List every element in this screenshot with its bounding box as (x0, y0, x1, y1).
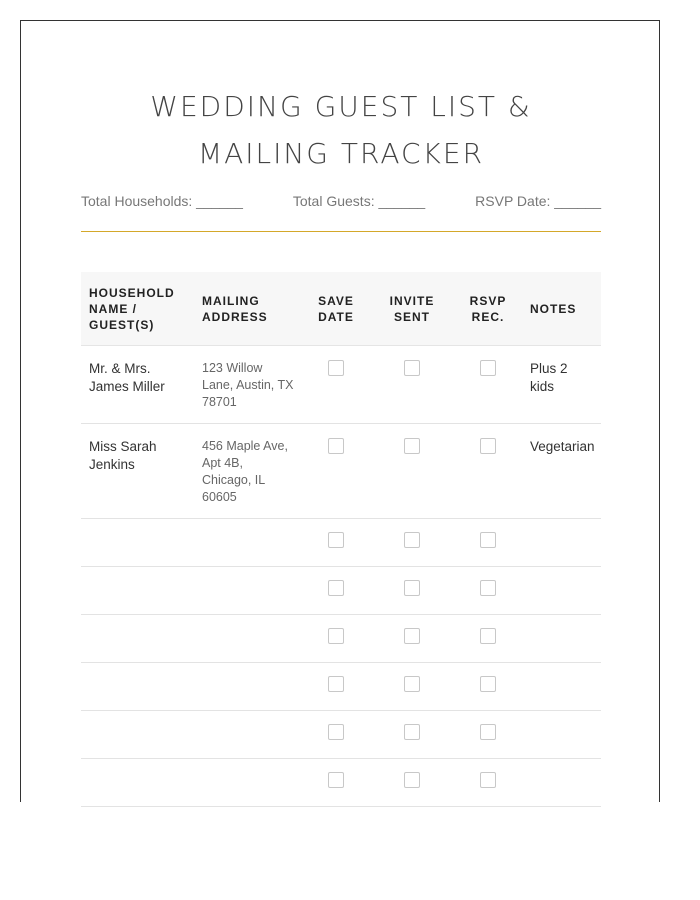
table-row-empty (81, 663, 601, 711)
save-date-checkbox[interactable] (328, 438, 344, 454)
rsvp-received-checkbox[interactable] (480, 724, 496, 740)
household-name-cell[interactable] (81, 711, 194, 759)
save-date-checkbox[interactable] (328, 676, 344, 692)
invite-sent-checkbox[interactable] (404, 438, 420, 454)
household-name: Miss Sarah Jenkins (81, 424, 194, 519)
save-date-checkbox[interactable] (328, 580, 344, 596)
invite-sent-checkbox[interactable] (404, 676, 420, 692)
header-household: HOUSEHOLD NAME / GUEST(S) (81, 272, 194, 346)
invite-sent-checkbox[interactable] (404, 532, 420, 548)
table-row-empty (81, 519, 601, 567)
table-row (81, 424, 601, 519)
rsvp-received-checkbox[interactable] (480, 438, 496, 454)
divider (81, 231, 601, 232)
mailing-address-cell[interactable] (194, 759, 302, 807)
page-title: WEDDING GUEST LIST & MAILING TRACKER (150, 90, 532, 170)
household-name-cell[interactable] (81, 567, 194, 615)
rsvp-received-checkbox[interactable] (480, 676, 496, 692)
mailing-address-cell[interactable] (194, 567, 302, 615)
mailing-address-cell[interactable] (194, 615, 302, 663)
rsvp-received-checkbox[interactable] (480, 532, 496, 548)
save-date-checkbox[interactable] (328, 360, 344, 376)
table-row-empty (81, 615, 601, 663)
invite-sent-checkbox[interactable] (404, 360, 420, 376)
header-rsvp-rec: RSVP REC. (454, 272, 522, 346)
total-guests-field[interactable]: Total Guests: ______ (292, 193, 426, 209)
household-name-cell[interactable] (81, 759, 194, 807)
rsvp-received-checkbox[interactable] (480, 580, 496, 596)
invite-sent-checkbox[interactable] (404, 628, 420, 644)
table-row-empty (81, 759, 601, 807)
notes: Vegetarian (522, 424, 601, 519)
notes-cell[interactable] (522, 519, 601, 567)
rsvp-received-checkbox[interactable] (480, 628, 496, 644)
notes-cell[interactable] (522, 711, 601, 759)
rsvp-received-checkbox[interactable] (480, 772, 496, 788)
table-row-empty (81, 567, 601, 615)
table-header-row (81, 272, 601, 346)
notes-cell[interactable] (522, 663, 601, 711)
save-date-checkbox[interactable] (328, 628, 344, 644)
save-date-checkbox[interactable] (328, 772, 344, 788)
header-notes: NOTES (522, 272, 601, 346)
mailing-address-cell[interactable] (194, 519, 302, 567)
guest-table (81, 272, 601, 807)
document-page (20, 20, 660, 802)
header-mailing-address: MAILING ADDRESS (194, 272, 302, 346)
save-date-checkbox[interactable] (328, 532, 344, 548)
invite-sent-checkbox[interactable] (404, 580, 420, 596)
table-row-empty (81, 711, 601, 759)
household-name-cell[interactable] (81, 615, 194, 663)
header-save-date: SAVE DATE (302, 272, 370, 346)
household-name: Mr. & Mrs. James Miller (81, 346, 194, 424)
invite-sent-checkbox[interactable] (404, 724, 420, 740)
rsvp-date-field[interactable]: RSVP Date: ______ (475, 193, 601, 209)
summary-line (81, 193, 601, 209)
header-invite-sent: INVITE SENT (370, 272, 454, 346)
notes: Plus 2 kids (522, 346, 601, 424)
notes-cell[interactable] (522, 567, 601, 615)
household-name-cell[interactable] (81, 519, 194, 567)
notes-cell[interactable] (522, 615, 601, 663)
mailing-address: 123 Willow Lane, Austin, TX 78701 (194, 346, 302, 424)
household-name-cell[interactable] (81, 663, 194, 711)
mailing-address-cell[interactable] (194, 711, 302, 759)
rsvp-received-checkbox[interactable] (480, 360, 496, 376)
table-row (81, 346, 601, 424)
total-households-field[interactable]: Total Households: ______ (81, 193, 243, 209)
invite-sent-checkbox[interactable] (404, 772, 420, 788)
mailing-address: 456 Maple Ave, Apt 4B, Chicago, IL 60605 (194, 424, 302, 519)
save-date-checkbox[interactable] (328, 724, 344, 740)
mailing-address-cell[interactable] (194, 663, 302, 711)
notes-cell[interactable] (522, 759, 601, 807)
